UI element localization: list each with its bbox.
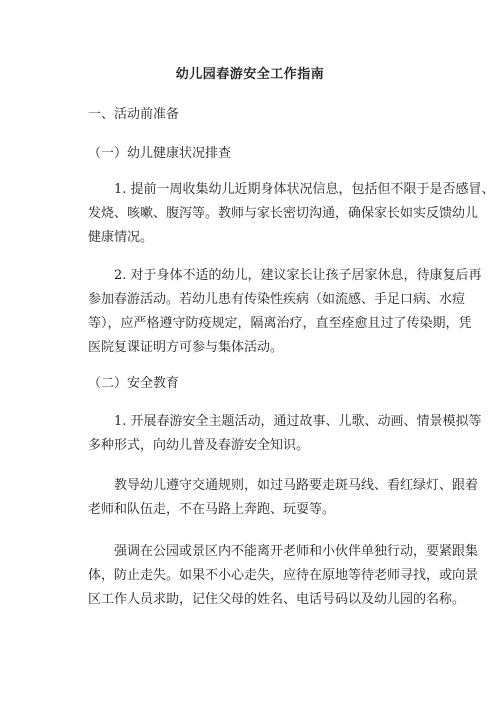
paragraph-line: 1. 提前一周收集幼儿近期身体状况信息，包括但不限于是否感冒、 — [114, 182, 495, 197]
paragraph-line: 健康情况。 — [88, 230, 154, 245]
paragraph-sick-children — [88, 264, 482, 360]
paragraph-safety-activities — [88, 410, 482, 458]
paragraph-line: 多种形式，向幼儿普及春游安全知识。 — [88, 438, 310, 453]
paragraph-line: 参加春游活动。若幼儿患有传染性疾病（如流感、手足口病、水痘 — [88, 292, 466, 307]
paragraph-line: 医院复课证明方可参与集体活动。 — [88, 340, 284, 355]
paragraph-line: 老师和队伍走，不在马路上奔跑、玩耍等。 — [88, 502, 336, 517]
paragraph-line: 1. 开展春游安全主题活动，通过故事、儿歌、动画、情景模拟等 — [114, 414, 482, 429]
paragraph-line: 教导幼儿遵守交通规则，如过马路要走斑马线、看红绿灯、跟着 — [114, 478, 479, 493]
subsection-heading-health-check: （一）幼儿健康状况排查 — [88, 146, 232, 161]
subsection-heading-safety-education: （二）安全教育 — [88, 376, 180, 391]
paragraph-health-info — [88, 178, 495, 250]
paragraph-line: 区工作人员求助，记住父母的姓名、电话号码以及幼儿园的名称。 — [88, 592, 466, 607]
document-title: 幼儿园春游安全工作指南 — [175, 67, 325, 82]
paragraph-line: 强调在公园或景区内不能离开老师和小伙伴单独行动，要紧跟集 — [114, 544, 479, 559]
paragraph-line: 等），应严格遵守防疫规定，隔离治疗，直至痊愈且过了传染期，凭 — [88, 316, 472, 331]
paragraph-line: 发烧、咳嗽、腹泻等。教师与家长密切沟通，确保家长如实反馈幼儿 — [88, 206, 479, 221]
paragraph-line: 体，防止走失。如果不小心走失，应待在原地等待老师寻找，或向景 — [88, 568, 479, 583]
paragraph-line: 2. 对于身体不适的幼儿，建议家长让孩子居家休息，待康复后再 — [114, 268, 482, 283]
section-heading-preparation: 一、活动前准备 — [88, 107, 180, 122]
paragraph-stay-together — [88, 540, 479, 612]
paragraph-traffic-rules — [88, 474, 479, 522]
